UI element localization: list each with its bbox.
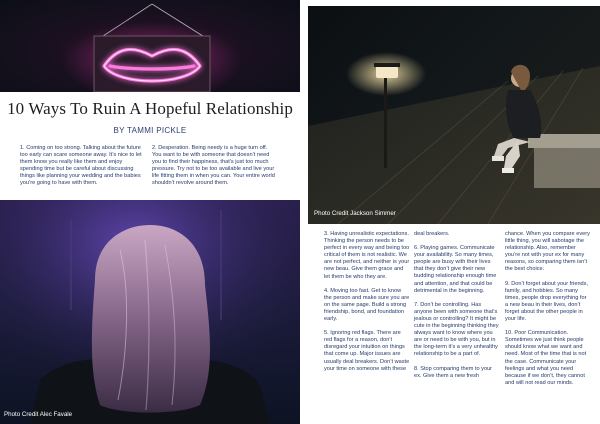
continued-text: deal breakers.: [414, 231, 450, 237]
photo-credit-right: Photo Credit Jackson Simmer: [314, 210, 396, 217]
woman-photo-graphic: [0, 200, 300, 424]
article-column-2: [414, 231, 500, 387]
porch-photo-graphic: [308, 6, 600, 224]
intro-text-panel: [0, 92, 300, 200]
list-item: 5. Ignoring red flags. There are red flags for a reason, don’t disregard your intuition on things that come up. Major issues are usually deal breakers. Don’t waste your time on someone with these: [324, 330, 410, 372]
person-sitting-on-porch-lamp-photo: [308, 6, 600, 224]
continued-text: chance. When you compare every little thing, you will sabotage the relationship. Also, remember you’re not with your ex for many reasons, so comparing them isn’t the best choice.: [505, 231, 590, 273]
list-item: 7. Don’t be controlling. Has anyone been with someone that’s jealous or controlling? It might be cute in the beginning thinking they always want to know where you are or need to be with you, but in the long-term it’s a very unhealthy relationship to be a part of.: [414, 301, 499, 358]
neon-lips-sign-photo: [0, 0, 300, 92]
intro-paragraph-1: 1. Coming on too strong. Talking about the future too early can scare someone away. It’s nice to let them know you really like them and enjoy spending time but be careful about discussing things like planning your wedding and the babies you’re going to have with them.: [20, 145, 142, 187]
list-item: 10. Poor Communication. Sometimes we just think people should know what we want and need. Most of the time that is not the case. Communicate your feelings and what you need because if we don’t, they cannot and will not read our minds.: [505, 330, 587, 386]
author-byline: BY TAMMI PICKLE: [113, 126, 187, 135]
article-column-3: [505, 231, 591, 394]
list-item: 3. Having unrealistic expectations. Thinking the person needs to be perfect in every way and being too critical of them is not realistic. We are not perfect, and neither is your new beau. Give them grace and let them be who they are.: [324, 231, 410, 280]
neon-sign-graphic: [0, 0, 300, 92]
photo-credit-left: Photo Credit Alec Favale: [4, 411, 73, 418]
list-item: 6. Playing games. Communicate your availability. So many times, people are busy with their lives that they don’t give their new budding relationship enough time and attention, and that could be detrimental in the beginning.: [414, 245, 497, 294]
article-column-1: [324, 231, 410, 380]
woman-back-purple-light-photo: [0, 200, 300, 424]
article-title: 10 Ways To Ruin A Hopeful Relationship: [7, 99, 293, 118]
list-item: 9. Don’t forget about your friends, family, and hobbies. So many times, people drop everything for a new beau in their lives, don’t forget about the other people in your life.: [505, 280, 589, 323]
list-item: 8. Stop comparing them to your ex. Give them a new fresh: [414, 365, 493, 379]
list-item: 4. Moving too fast. Get to know the person and make sure you are on the same page. Build a strong friendship, bond, and foundation early.: [324, 287, 410, 323]
intro-paragraph-2: 2. Desperation. Being needy is a huge turn off. You want to be with someone that doesn’t need you to find their happiness, that’s just too much pressure. Try not to be too available and live your life fitting them in when you can. Your entire world shouldn’t revolve around them.: [152, 145, 275, 187]
